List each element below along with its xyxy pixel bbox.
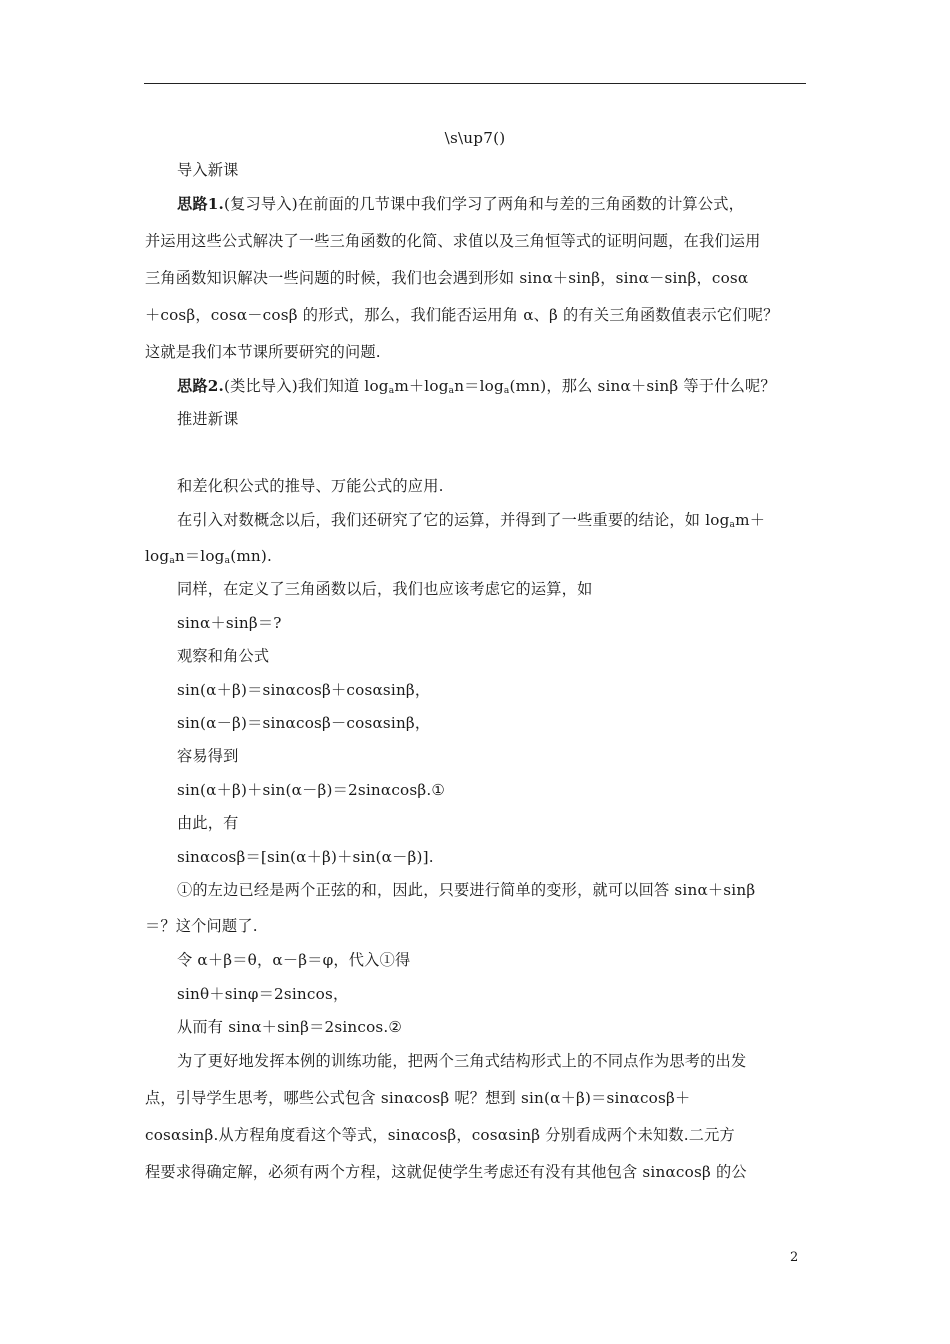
paragraph-idea-2: [177, 376, 809, 401]
formula-line: sinθ＋sinφ＝2sincos，: [177, 985, 349, 1003]
text-line: 令 α＋β＝θ，α－β＝φ，代入①得: [177, 951, 411, 969]
log-base: a: [224, 556, 231, 566]
section-heading-intro: 导入新课: [177, 161, 239, 179]
log-base: a: [448, 386, 455, 396]
text-run: (复习导入)在前面的几节课中我们学习了两角和与差的三角函数的计算公式，: [224, 195, 745, 213]
page-number: 2: [790, 1250, 799, 1265]
text-run: m＋: [735, 511, 766, 529]
text-line: 程要求得确定解，必须有两个方程，这就促使学生考虑还有没有其他包含 sinαcosβ 的公: [145, 1163, 747, 1181]
text-line: 同样，在定义了三角函数以后，我们也应该考虑它的运算，如: [177, 580, 593, 598]
formula-line: sinα＋sinβ＝?: [177, 614, 282, 632]
text-line: 和差化积公式的推导、万能公式的应用.: [177, 477, 444, 495]
text-line: [177, 510, 809, 535]
text-line: ＋cosβ，cosα－cosβ 的形式，那么，我们能否运用角 α、β 的有关三角函数值表示它们呢？: [145, 306, 779, 324]
text-line: ＝？这个问题了.: [145, 917, 258, 935]
text-line: 这就是我们本节课所要研究的问题.: [145, 343, 381, 361]
text-line: ①的左边已经是两个正弦的和，因此，只要进行简单的变形，就可以回答 sinα＋sinβ: [177, 881, 756, 899]
text-line: 点，引导学生思考，哪些公式包含 sinαcosβ 呢？想到 sin(α＋β)＝sinαcosβ＋: [145, 1089, 691, 1107]
section-heading-new-lesson: 推进新课: [177, 410, 239, 428]
header-rule: [144, 83, 806, 84]
text-line: 容易得到: [177, 747, 239, 765]
text-run: m＋log: [394, 377, 449, 395]
text-run: (mn)，那么 sinα＋sinβ 等于什么呢？: [509, 377, 776, 395]
text-line: 并运用这些公式解决了一些三角函数的化简、求值以及三角恒等式的证明问题，在我们运用: [145, 232, 761, 250]
text-line: 三角函数知识解决一些问题的时候，我们也会遇到形如 sinα＋sinβ，sinα－sinβ，cosα: [145, 269, 749, 287]
formula-line: sin(α＋β)＋sin(α－β)＝2sinαcosβ.①: [177, 781, 446, 799]
header-field-code: \s\up7(): [444, 129, 506, 147]
log-base: a: [503, 386, 510, 396]
text-line: 为了更好地发挥本例的训练功能，把两个三角式结构形式上的不同点作为思考的出发: [177, 1052, 747, 1070]
log-base: a: [388, 386, 395, 396]
idea-2-label: 思路2.: [177, 377, 225, 395]
log-base: a: [729, 520, 736, 530]
formula-line: sin(α＋β)＝sinαcosβ＋cosαsinβ，: [177, 681, 431, 699]
text-run: (mn).: [230, 547, 273, 565]
text-line: 观察和角公式: [177, 647, 270, 665]
formula-line: sin(α－β)＝sinαcosβ－cosαsinβ，: [177, 714, 431, 732]
text-run: n＝log: [174, 547, 225, 565]
log-base: a: [169, 556, 175, 566]
paragraph-idea-1: [177, 194, 809, 214]
text-run: n＝log: [454, 377, 504, 395]
text-line: cosαsinβ.从方程角度看这个等式，sinαcosβ，cosαsinβ 分别看成两个未知数.二元方: [145, 1126, 735, 1144]
text-run: (类比导入)我们知道 log: [224, 377, 389, 395]
idea-1-label: 思路1.: [177, 195, 225, 213]
text-line: 由此，有: [177, 814, 239, 832]
text-line: [145, 546, 809, 571]
formula-line: 从而有 sinα＋sinβ＝2sincos.②: [177, 1018, 403, 1036]
formula-line: sinαcosβ＝[sin(α＋β)＋sin(α－β)].: [177, 848, 434, 866]
text-run: log: [145, 547, 170, 565]
text-run: 在引入对数概念以后，我们还研究了它的运算，并得到了一些重要的结论，如 log: [177, 511, 730, 529]
